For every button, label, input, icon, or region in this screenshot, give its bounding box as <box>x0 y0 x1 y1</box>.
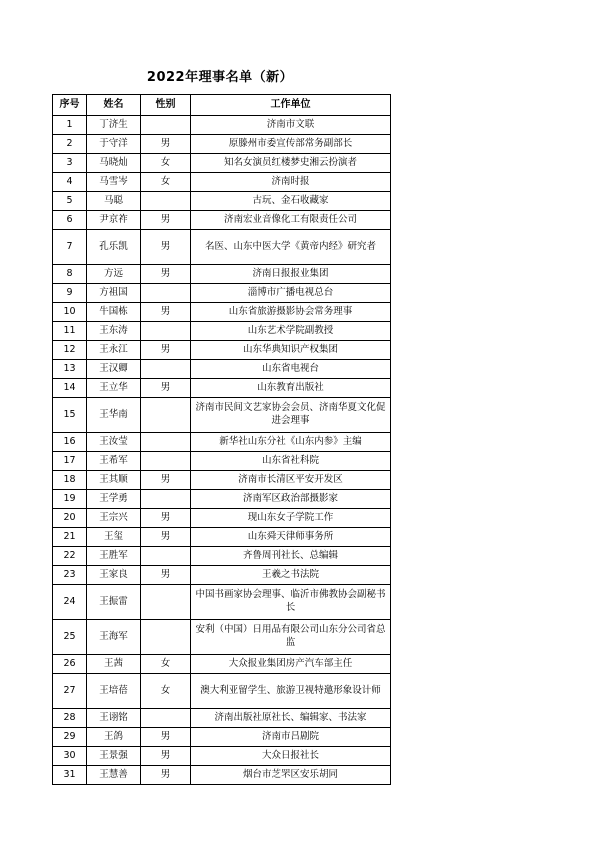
member-unit: 济南市吕剧院 <box>191 728 391 747</box>
member-gender: 男 <box>141 135 191 154</box>
member-name: 王海军 <box>87 620 141 655</box>
header-unit: 工作单位 <box>191 95 391 116</box>
table-row <box>53 709 391 728</box>
table-row <box>53 135 391 154</box>
member-name: 丁济生 <box>87 116 141 135</box>
row-number: 11 <box>53 322 87 341</box>
member-gender <box>141 322 191 341</box>
table-row <box>53 728 391 747</box>
row-number: 31 <box>53 766 87 785</box>
member-unit: 原滕州市委宣传部常务副部长 <box>191 135 391 154</box>
member-gender: 女 <box>141 655 191 674</box>
table-row <box>53 379 391 398</box>
table-row <box>53 766 391 785</box>
member-name: 王景强 <box>87 747 141 766</box>
member-unit: 山东省电视台 <box>191 360 391 379</box>
member-name: 方祖国 <box>87 284 141 303</box>
member-gender: 男 <box>141 379 191 398</box>
row-number: 9 <box>53 284 87 303</box>
member-gender <box>141 709 191 728</box>
member-gender <box>141 284 191 303</box>
member-unit: 大众日报社长 <box>191 747 391 766</box>
table-row <box>53 509 391 528</box>
member-name: 王宗兴 <box>87 509 141 528</box>
member-name: 王希军 <box>87 452 141 471</box>
table-row <box>53 747 391 766</box>
member-gender: 男 <box>141 509 191 528</box>
member-gender <box>141 398 191 433</box>
row-number: 29 <box>53 728 87 747</box>
member-name: 王其顺 <box>87 471 141 490</box>
row-number: 12 <box>53 341 87 360</box>
table-row <box>53 490 391 509</box>
table-row <box>53 211 391 230</box>
member-unit: 澳大利亚留学生、旅游卫视特邀形象设计师 <box>191 674 391 709</box>
member-name: 王家良 <box>87 566 141 585</box>
member-unit: 大众报业集团房产汽车部主任 <box>191 655 391 674</box>
member-unit: 新华社山东分社《山东内参》主编 <box>191 433 391 452</box>
member-gender: 女 <box>141 154 191 173</box>
row-number: 2 <box>53 135 87 154</box>
member-unit: 山东省社科院 <box>191 452 391 471</box>
member-name: 王玺 <box>87 528 141 547</box>
member-name: 马晓灿 <box>87 154 141 173</box>
member-unit: 名医、山东中医大学《黄帝内经》研究者 <box>191 230 391 265</box>
member-gender <box>141 490 191 509</box>
table-row <box>53 341 391 360</box>
row-number: 23 <box>53 566 87 585</box>
table-row <box>53 284 391 303</box>
member-name: 马雪岑 <box>87 173 141 192</box>
row-number: 26 <box>53 655 87 674</box>
row-number: 27 <box>53 674 87 709</box>
member-gender: 男 <box>141 747 191 766</box>
table-row <box>53 471 391 490</box>
row-number: 22 <box>53 547 87 566</box>
row-number: 15 <box>53 398 87 433</box>
member-gender <box>141 585 191 620</box>
row-number: 30 <box>53 747 87 766</box>
row-number: 28 <box>53 709 87 728</box>
member-gender <box>141 116 191 135</box>
member-name: 马聪 <box>87 192 141 211</box>
table-row <box>53 528 391 547</box>
member-name: 王立华 <box>87 379 141 398</box>
row-number: 1 <box>53 116 87 135</box>
member-unit: 济南军区政治部摄影家 <box>191 490 391 509</box>
row-number: 25 <box>53 620 87 655</box>
member-gender <box>141 433 191 452</box>
table-row <box>53 360 391 379</box>
member-gender: 男 <box>141 265 191 284</box>
header-gender: 性别 <box>141 95 191 116</box>
member-unit: 齐鲁周刊社长、总编辑 <box>191 547 391 566</box>
row-number: 24 <box>53 585 87 620</box>
table-row <box>53 547 391 566</box>
header-name: 姓名 <box>87 95 141 116</box>
member-name: 王茜 <box>87 655 141 674</box>
row-number: 18 <box>53 471 87 490</box>
member-name: 孔乐凯 <box>87 230 141 265</box>
row-number: 14 <box>53 379 87 398</box>
member-gender: 男 <box>141 766 191 785</box>
member-gender <box>141 360 191 379</box>
row-number: 16 <box>53 433 87 452</box>
member-name: 王东涛 <box>87 322 141 341</box>
member-unit: 山东艺术学院副教授 <box>191 322 391 341</box>
row-number: 3 <box>53 154 87 173</box>
member-gender: 男 <box>141 471 191 490</box>
member-gender: 女 <box>141 674 191 709</box>
row-number: 8 <box>53 265 87 284</box>
header-number: 序号 <box>53 95 87 116</box>
table-row <box>53 585 391 620</box>
member-gender <box>141 452 191 471</box>
member-gender: 男 <box>141 341 191 360</box>
row-number: 13 <box>53 360 87 379</box>
row-number: 19 <box>53 490 87 509</box>
table-row <box>53 433 391 452</box>
member-unit: 济南出版社原社长、编辑家、书法家 <box>191 709 391 728</box>
member-unit: 山东华典知识产权集团 <box>191 341 391 360</box>
member-unit: 济南宏业音像化工有限责任公司 <box>191 211 391 230</box>
table-row <box>53 452 391 471</box>
member-name: 王培蓓 <box>87 674 141 709</box>
row-number: 10 <box>53 303 87 322</box>
member-name: 王慧善 <box>87 766 141 785</box>
member-name: 牛国栋 <box>87 303 141 322</box>
row-number: 7 <box>53 230 87 265</box>
table-row <box>53 303 391 322</box>
member-name: 王胜军 <box>87 547 141 566</box>
member-gender: 男 <box>141 303 191 322</box>
member-gender <box>141 192 191 211</box>
table-row <box>53 620 391 655</box>
member-unit: 济南时报 <box>191 173 391 192</box>
table-row <box>53 265 391 284</box>
member-gender: 男 <box>141 566 191 585</box>
member-unit: 山东舜天律师事务所 <box>191 528 391 547</box>
table-row <box>53 398 391 433</box>
member-name: 王学勇 <box>87 490 141 509</box>
member-name: 王永江 <box>87 341 141 360</box>
member-name: 方远 <box>87 265 141 284</box>
member-gender: 男 <box>141 211 191 230</box>
member-name: 于守洋 <box>87 135 141 154</box>
table-row <box>53 154 391 173</box>
member-unit: 济南市长清区平安开发区 <box>191 471 391 490</box>
member-unit: 中国书画家协会理事、临沂市佛教协会副秘书长 <box>191 585 391 620</box>
row-number: 4 <box>53 173 87 192</box>
member-unit: 济南市文联 <box>191 116 391 135</box>
member-gender <box>141 547 191 566</box>
table-row <box>53 173 391 192</box>
table-row <box>53 322 391 341</box>
member-unit: 王羲之书法院 <box>191 566 391 585</box>
member-unit: 山东省旅游摄影协会常务理事 <box>191 303 391 322</box>
member-name: 王汉卿 <box>87 360 141 379</box>
member-unit: 安利（中国）日用品有限公司山东分公司省总监 <box>191 620 391 655</box>
row-number: 20 <box>53 509 87 528</box>
member-unit: 济南日报报业集团 <box>191 265 391 284</box>
row-number: 17 <box>53 452 87 471</box>
page-title: 2022年理事名单（新） <box>146 70 294 85</box>
member-unit: 济南市民间文艺家协会会员、济南华夏文化促进会理事 <box>191 398 391 433</box>
member-name: 王鸽 <box>87 728 141 747</box>
table-row <box>53 230 391 265</box>
table-row <box>53 655 391 674</box>
member-gender: 男 <box>141 728 191 747</box>
member-unit: 山东教育出版社 <box>191 379 391 398</box>
member-name: 尹京祚 <box>87 211 141 230</box>
member-unit: 知名女演员红楼梦史湘云扮演者 <box>191 154 391 173</box>
header-row <box>53 95 391 116</box>
table-row <box>53 674 391 709</box>
member-name: 王诩铭 <box>87 709 141 728</box>
member-unit: 淄博市广播电视总台 <box>191 284 391 303</box>
member-name: 王华南 <box>87 398 141 433</box>
member-name: 王振雷 <box>87 585 141 620</box>
table-row <box>53 116 391 135</box>
member-name: 王汝莹 <box>87 433 141 452</box>
row-number: 5 <box>53 192 87 211</box>
member-gender: 女 <box>141 173 191 192</box>
member-gender: 男 <box>141 230 191 265</box>
member-unit: 古玩、金石收藏家 <box>191 192 391 211</box>
member-unit: 现山东女子学院工作 <box>191 509 391 528</box>
roster-table <box>52 94 391 785</box>
member-gender: 男 <box>141 528 191 547</box>
member-unit: 烟台市芝罘区安乐胡同 <box>191 766 391 785</box>
member-gender <box>141 620 191 655</box>
table-row <box>53 566 391 585</box>
table-row <box>53 192 391 211</box>
row-number: 21 <box>53 528 87 547</box>
row-number: 6 <box>53 211 87 230</box>
